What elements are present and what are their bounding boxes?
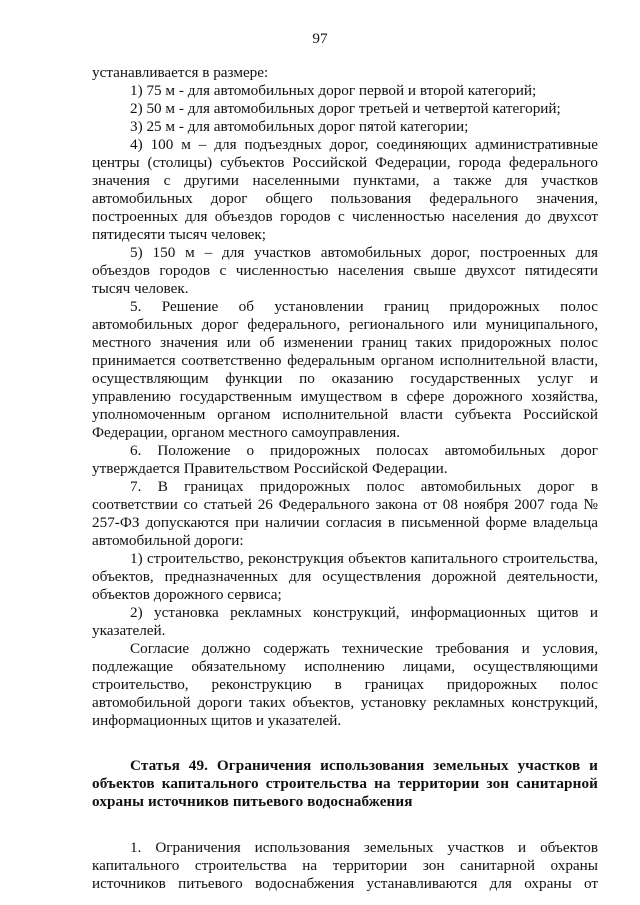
paragraph-6: 6. Положение о придорожных полосах автомобильных дорог утверждается Правительством Российской Федерации.: [92, 442, 598, 477]
document-body: [92, 64, 598, 893]
paragraph-consent: Согласие должно содержать технические требования и условия, подлежащие обязательному исполнению лицами, осуществляющими строительство, реконструкцию в границах придорожных полос автомобильной дороги таких объектов, установку рекламных конструкций, информационных щитов и указателей.: [92, 640, 598, 729]
list-item-100m: 4) 100 м – для подъездных дорог, соединяющих административные центры (столицы) субъектов Российской Федерации, города федерального значения с другими населенными пунктами, а также для участков автомобильных дорог общего пользования федерального значения, построенных для объездов городов с численностью населения до двухсот пятидесяти тысяч человек;: [92, 136, 598, 243]
article-heading: Статья 49. Ограничения использования земельных участков и объектов капитального строительства на территории зон санитарной охраны источников питьевого водоснабжения: [92, 757, 598, 810]
list-item-150m: 5) 150 м – для участков автомобильных дорог, построенных для объездов городов с численностью населения свыше двухсот пятидесяти тысяч человек.: [92, 244, 598, 297]
list-item-construction: 1) строительство, реконструкция объектов капитального строительства, объектов, предназначенных для осуществления дорожной деятельности, объектов дорожного сервиса;: [92, 550, 598, 603]
paragraph-article-49-1: 1. Ограничения использования земельных участков и объектов капитального строительства на территории зон санитарной охраны источников питьевого водоснабжения устанавливаются для охраны от: [92, 839, 598, 892]
paragraph-intro: устанавливается в размере:: [92, 64, 269, 81]
list-item-50m: 2) 50 м - для автомобильных дорог третьей и четвертой категорий;: [130, 100, 561, 117]
list-item-advertising: 2) установка рекламных конструкций, информационных щитов и указателей.: [92, 604, 598, 639]
paragraph-7: 7. В границах придорожных полос автомобильных дорог в соответствии со статьей 26 Федерального закона от 08 ноября 2007 года № 257-ФЗ допускаются при наличии согласия в письменной форме владельца автомобильной дороги:: [92, 478, 598, 549]
list-item-25m: 3) 25 м - для автомобильных дорог пятой категории;: [130, 118, 469, 135]
list-item-75m: 1) 75 м - для автомобильных дорог первой и второй категорий;: [130, 82, 537, 99]
page-number: 97: [312, 30, 328, 47]
paragraph-5: 5. Решение об установлении границ придорожных полос автомобильных дорог федерального, регионального или муниципального, местного значения или об изменении границ таких придорожных полос принимается соответственно федеральным органом исполнительной власти, осуществляющим функции по оказанию государственных услуг и управлению государственным имуществом в сфере дорожного хозяйства, уполномоченным органом исполнительной власти субъекта Российской Федерации, органом местного самоуправления.: [92, 298, 598, 441]
